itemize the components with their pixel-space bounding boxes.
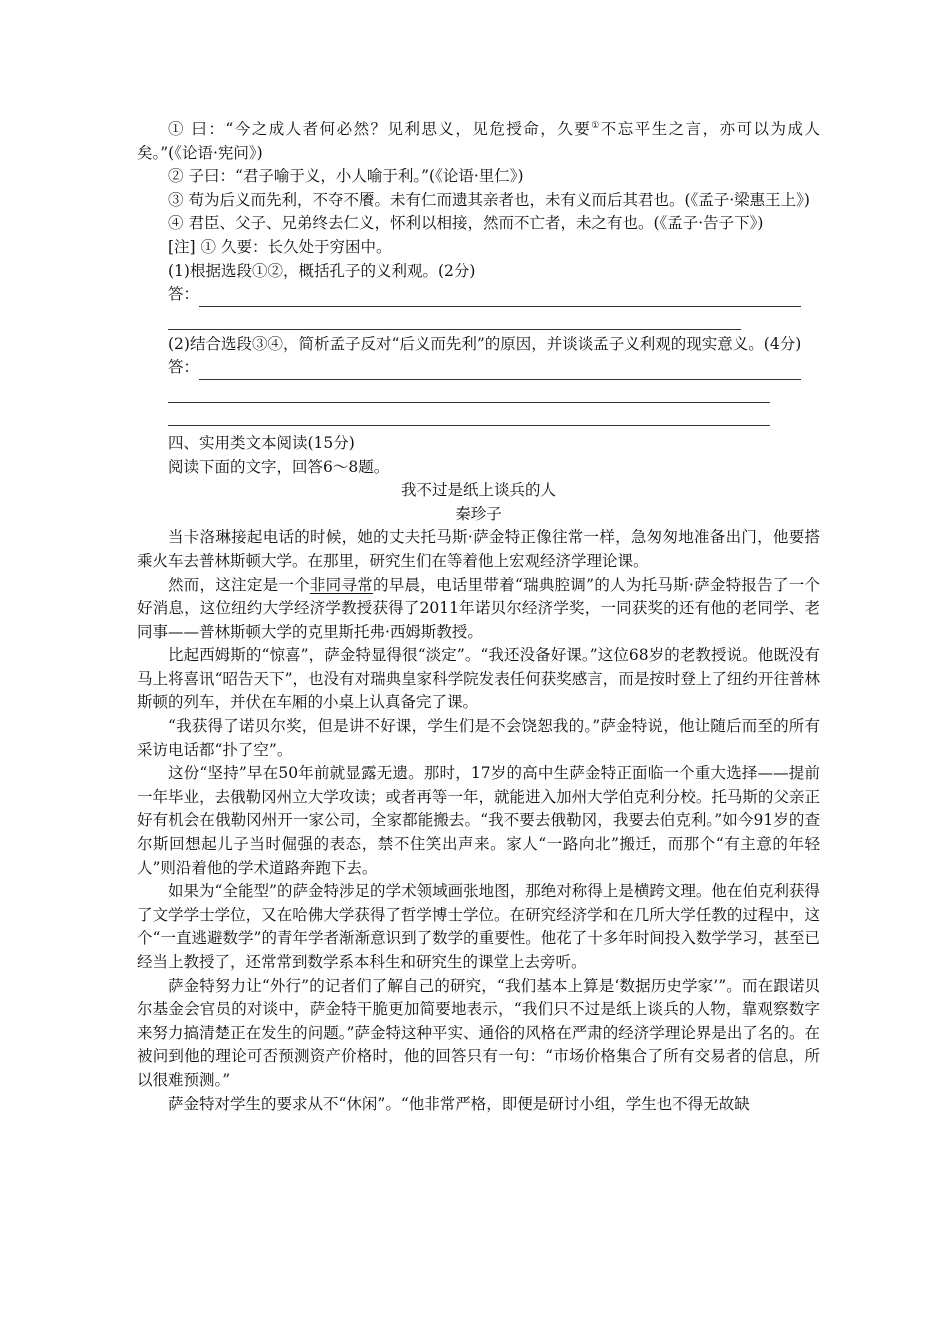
underlined-phrase: 非同寻常 (309, 575, 373, 594)
passage-3-num: ③ (168, 190, 184, 209)
article-title: 我不过是纸上谈兵的人 (400, 481, 556, 500)
article-paragraph-6: 如果为“全能型”的萨金特涉足的学术领域画张地图，那绝对称得上是横跨文理。他在伯克利获得了文学学士学位，又在哈佛大学获得了哲学博士学位。在研究经济学和在几所大学任教的过程中，这个“一直逃避数学”的青年学者渐渐意识到了数学的重要性。他花了十多年时间投入数学学习，甚至已经当上教授了，还常常到数学系本科生和研究生的课堂上去旁听。 (137, 882, 820, 971)
answer-1-row (137, 283, 820, 307)
article-author: 秦珍子 (455, 504, 502, 523)
article-paragraph-2-b: 的早晨，电话里带着“瑞典腔调”的人为托马斯·萨金特报告了一个好消息，这位纽约大学经济学教授获得了2011年诺贝尔经济学奖，一同获奖的还有他的老同学、老同事——普林斯顿大学的克里斯托弗·西姆斯教授。 (137, 575, 820, 641)
passage-1-text-a: 曰：“今之成人者何必然？见利思义，见危授命，久要 (191, 120, 592, 138)
passage-2-num: ② (168, 167, 184, 186)
answer-2-line-2[interactable] (168, 380, 770, 403)
passage-3-text: 苟为后义而先利，不夺不餍。未有仁而遗其亲者也，未有义而后其君也。(《孟子·梁惠王上》) (188, 190, 810, 209)
passage-4 (137, 212, 820, 236)
answer-2-row (137, 356, 820, 380)
answer-2-line-1[interactable] (199, 365, 801, 380)
passage-4-text: 君臣、父子、兄弟终去仁义，怀利以相接，然而不亡者，未之有也。(《孟子·告子下》) (188, 214, 764, 233)
question-1: (1)根据选段①②，概括孔子的义利观。(2分) (168, 261, 476, 280)
article-paragraph-2-a: 然而，这注定是一个 (168, 575, 310, 594)
passage-2-text: 子曰：“君子喻于义，小人喻于利。”(《论语·里仁》) (188, 167, 524, 186)
article-paragraph-4: “我获得了诺贝尔奖，但是讲不好课，学生们是不会饶恕我的。”萨金特说，他让随后而至的所有采访电话都“扑了空”。 (137, 717, 820, 759)
article-paragraph-5: 这份“坚持”早在50年前就显露无遗。那时，17岁的高中生萨金特正面临一个重大选择——提前一年毕业，去俄勒冈州立大学攻读；或者再等一年，就能进入加州大学伯克利分校。托马斯的父亲正好有机会在俄勒冈州开一家公司，全家都能搬去。“我不要去俄勒冈，我要去伯克利。”如今91岁的查尔斯回想起儿子当时倔强的表态，禁不住笑出声来。家人“一路向北”搬迁，而那个“有主意的年轻人”则沿着他的学术道路奔跑下去。 (137, 764, 820, 877)
passage-4-num: ④ (168, 214, 184, 233)
answer-2-line-3[interactable] (168, 403, 770, 426)
article-paragraph-2 (137, 574, 820, 645)
answer-1-label: 答： (168, 285, 200, 304)
passage-1-text-b: 不忘平生之言，亦可以为成人矣。”(《论语·宪问》) (137, 120, 820, 162)
answer-1-line-1[interactable] (199, 292, 801, 307)
passage-3 (137, 189, 820, 213)
section-heading: 四、实用类文本阅读(15分) (168, 433, 355, 452)
answer-1-line-2[interactable] (168, 307, 741, 330)
article-paragraph-1: 当卡洛琳接起电话的时候，她的丈夫托马斯·萨金特正像往常一样，急匆匆地准备出门，他要搭乘火车去普林斯顿大学。在那里，研究生们在等着他上宏观经济学理论课。 (137, 528, 820, 570)
article-paragraph-7: 萨金特努力让“外行”的记者们了解自己的研究，“我们基本上算是‘数据历史学家’”。而在跟诺贝尔基金会官员的对谈中，萨金特干脆更加简要地表示，“我们只不过是纸上谈兵的人物，靠观察数字来努力搞清楚正在发生的问题。”萨金特这种平实、通俗的风格在严肃的经济学理论界是出了名的。在被问到他的理论可否预测资产价格时，他的回答只有一句：“市场价格集合了所有交易者的信息，所以很难预测。” (137, 976, 820, 1089)
question-2: (2)结合选段③④，简析孟子反对“后义而先利”的原因，并谈谈孟子义利观的现实意义。(4分) (168, 334, 802, 353)
answer-2-label: 答： (168, 358, 200, 377)
passage-1-num: ① (168, 120, 185, 138)
passage-2 (137, 165, 820, 189)
article-paragraph-8: 萨金特对学生的要求从不“休闲”。“他非常严格，即便是研讨小组，学生也不得无故缺 (168, 1094, 750, 1113)
document-page (137, 118, 820, 1116)
article-paragraph-3: 比起西姆斯的“惊喜”，萨金特显得很“淡定”。“我还没备好课。”这位68岁的老教授说。他既没有马上将喜讯“昭告天下”，也没有对瑞典皇家科学院发表任何获奖感言，而是按时登上了纽约开往普林斯顿的列车，并伏在车厢的小桌上认真备完了课。 (137, 646, 820, 712)
footnote: [注] ① 久要：长久处于穷困中。 (168, 237, 392, 256)
passage-1 (137, 118, 820, 165)
footnote-marker: ① (591, 120, 601, 131)
instruction: 阅读下面的文字，回答6～8题。 (168, 457, 390, 476)
